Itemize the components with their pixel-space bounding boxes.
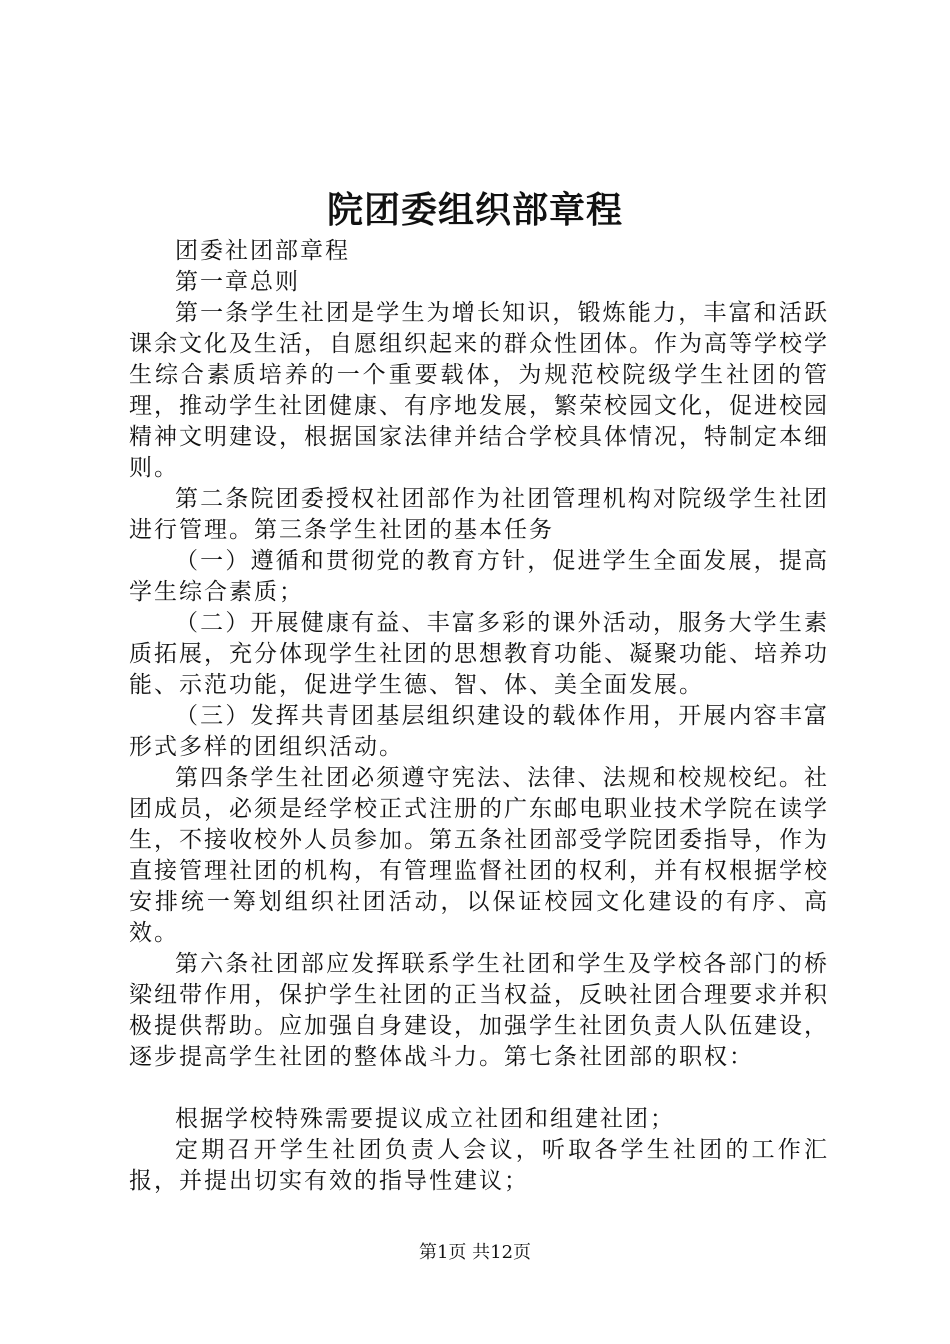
paragraph-duty-1: 根据学校特殊需要提议成立社团和组建社团； — [175, 1106, 675, 1132]
paragraph-article-2-3: 第二条院团委授权社团部作为社团管理机构对院级学生社团进行管理。第三条学生社团的基本任务 — [129, 486, 829, 543]
paragraph-item-1: （一）遵循和贯彻党的教育方针，促进学生全面发展，提高学生综合素质； — [129, 548, 829, 605]
paragraph-chapter-heading: 第一章总则 — [175, 269, 300, 295]
paragraph-item-3: （三）发挥共青团基层组织建设的载体作用，开展内容丰富形式多样的团组织活动。 — [129, 703, 829, 760]
paragraph-article-4-5: 第四条学生社团必须遵守宪法、法律、法规和校规校纪。社团成员，必须是经学校正式注册的广东邮电职业技术学院在读学生，不接收校外人员参加。第五条社团部受学院团委指导，作为直接管理社团的机构，有管理监督社团的权利，并有权根据学校安排统一筹划组织社团活动，以保证校园文化建设的有序、高效。 — [129, 765, 829, 946]
document-title: 院团委组织部章程 — [326, 189, 623, 231]
paragraph-subtitle: 团委社团部章程 — [175, 238, 350, 264]
paragraph-article-6-7: 第六条社团部应发挥联系学生社团和学生及学校各部门的桥梁纽带作用，保护学生社团的正当权益，反映社团合理要求并积极提供帮助。应加强自身建设，加强学生社团负责人队伍建设，逐步提高学生社团的整体战斗力。第七条社团部的职权： — [129, 951, 829, 1070]
page-number-footer: 第1页 共12页 — [418, 1242, 532, 1263]
document-body — [129, 236, 829, 1197]
paragraph-article-1: 第一条学生社团是学生为增长知识，锻炼能力，丰富和活跃课余文化及生活，自愿组织起来的群众性团体。作为高等学校学生综合素质培养的一个重要载体，为规范校院级学生社团的管理，推动学生社团健康、有序地发展，繁荣校园文化，促进校园精神文明建设，根据国家法律并结合学校具体情况，特制定本细则。 — [129, 300, 829, 481]
paragraph-duty-2: 定期召开学生社团负责人会议，听取各学生社团的工作汇报，并提出切实有效的指导性建议； — [129, 1137, 829, 1194]
paragraph-item-2: （二）开展健康有益、丰富多彩的课外活动，服务大学生素质拓展，充分体现学生社团的思想教育功能、凝聚功能、培养功能、示范功能，促进学生德、智、体、美全面发展。 — [129, 610, 829, 698]
